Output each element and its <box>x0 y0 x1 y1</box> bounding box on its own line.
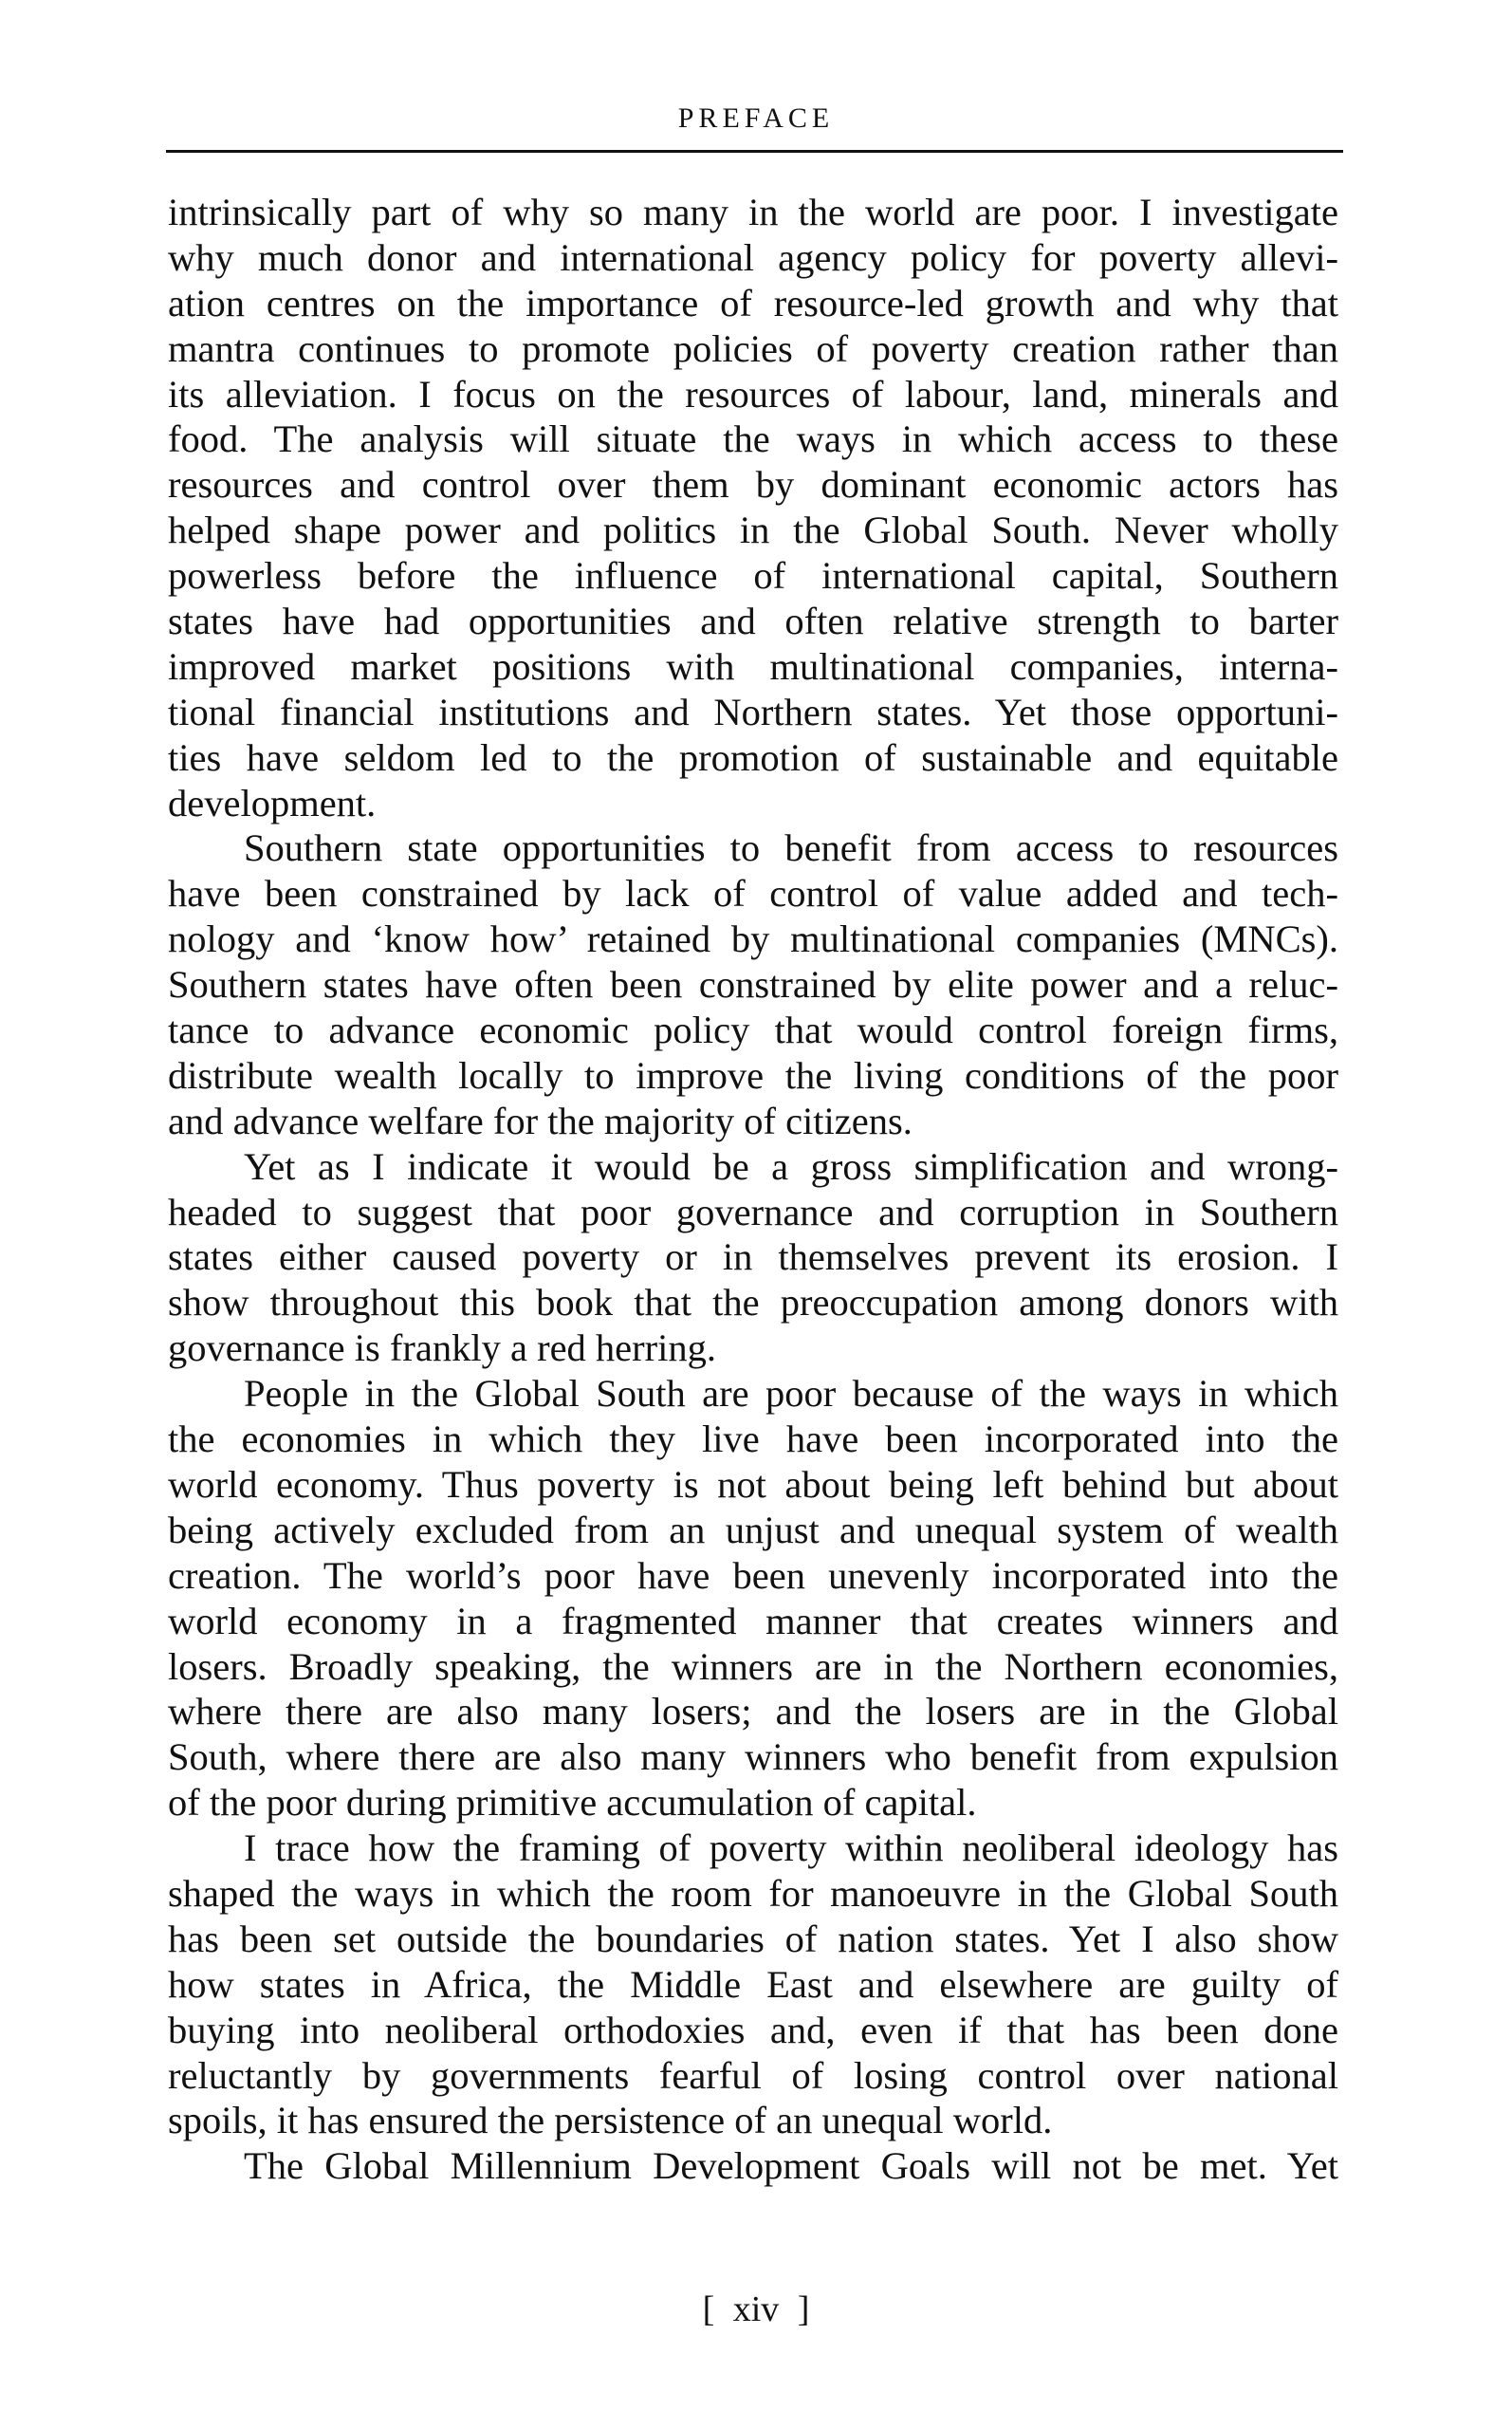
text-line: distribute wealth locally to improve the living conditions of the poor <box>168 1053 1338 1097</box>
paragraph-4 <box>168 1371 1338 1825</box>
text-line: the economies in which they live have been incorporated into the <box>168 1418 1338 1461</box>
text-line: where there are also many losers; and the losers are in the Global <box>168 1690 1338 1733</box>
text-line: buying into neoliberal orthodoxies and, even if that has been done <box>168 2008 1338 2051</box>
text-line: states either caused poverty or in themselves prevent its erosion. I <box>168 1235 1338 1279</box>
text-line: states have had opportunities and often relative strength to barter <box>168 600 1338 643</box>
header-rule <box>166 150 1343 153</box>
text-line: intrinsically part of why so many in the world are poor. I investigate <box>168 191 1338 233</box>
text-line: show throughout this book that the preoccupation among donors with <box>168 1281 1338 1325</box>
text-line: its alleviation. I focus on the resources of labour, land, minerals and <box>168 372 1338 416</box>
body-text <box>168 190 1338 2189</box>
paragraph-5 <box>168 1825 1338 2143</box>
text-line: being actively excluded from an unjust and unequal system of wealth <box>168 1508 1338 1551</box>
text-line: resources and control over them by dominant economic actors has <box>168 463 1338 507</box>
text-line: why much donor and international agency policy for poverty allevi- <box>168 235 1338 279</box>
text-line: world economy in a fragmented manner that creates winners and <box>168 1599 1338 1642</box>
paragraph-2 <box>168 825 1338 1143</box>
text-line: mantra continues to promote policies of poverty creation rather than <box>168 326 1338 370</box>
text-line: powerless before the influence of international capital, Southern <box>168 554 1338 598</box>
text-line: of the poor during primitive accumulation of capital. <box>168 1781 977 1825</box>
text-line: tance to advance economic policy that would control foreign firms, <box>168 1009 1338 1052</box>
text-line: how states in Africa, the Middle East and elsewhere are guilty of <box>168 1962 1338 2006</box>
text-line: have been constrained by lack of control of value added and tech- <box>168 872 1338 916</box>
text-line: Yet as I indicate it would be a gross simplification and wrong- <box>244 1144 1338 1188</box>
text-line: development. <box>168 781 377 825</box>
paragraph-6 <box>168 2143 1338 2189</box>
text-line: helped shape power and politics in the Global South. Never wholly <box>168 509 1338 552</box>
text-line: South, where there are also many winners who benefit from expulsion <box>168 1735 1338 1779</box>
text-line: world economy. Thus poverty is not about being left behind but about <box>168 1462 1338 1506</box>
paragraph-1 <box>168 190 1338 825</box>
text-line: ation centres on the importance of resource-led growth and why that <box>168 281 1338 324</box>
running-head: PREFACE <box>677 102 835 134</box>
text-line: reluctantly by governments fearful of losing control over national <box>168 2053 1338 2097</box>
text-line: food. The analysis will situate the ways in which access to these <box>168 417 1338 461</box>
text-line: shaped the ways in which the room for manoeuvre in the Global South <box>168 1871 1338 1915</box>
text-line: nology and ‘know how’ retained by multinational companies (MNCs). <box>168 917 1338 961</box>
page-number: [ xiv ] <box>702 2289 810 2329</box>
text-line: governance is frankly a red herring. <box>168 1326 716 1370</box>
paragraph-3 <box>168 1144 1338 1371</box>
text-line: and advance welfare for the majority of citizens. <box>168 1099 913 1142</box>
text-line: tional financial institutions and Northern states. Yet those opportuni- <box>168 690 1338 733</box>
text-line: headed to suggest that poor governance and corruption in Southern <box>168 1190 1338 1233</box>
text-line: People in the Global South are poor because of the ways in which <box>244 1372 1338 1416</box>
text-line: ties have seldom led to the promotion of sustainable and equitable <box>168 735 1338 779</box>
text-line: has been set outside the boundaries of nation states. Yet I also show <box>168 1917 1338 1960</box>
text-line: I trace how the framing of poverty within neoliberal ideology has <box>244 1826 1338 1870</box>
text-line: spoils, it has ensured the persistence of an unequal world. <box>168 2099 1053 2142</box>
text-line: The Global Millennium Development Goals will not be met. Yet <box>244 2144 1338 2188</box>
text-line: creation. The world’s poor have been unevenly incorporated into the <box>168 1553 1338 1597</box>
text-line: improved market positions with multinational companies, interna- <box>168 644 1338 688</box>
text-line: Southern states have often been constrained by elite power and a reluc- <box>168 963 1338 1007</box>
text-line: Southern state opportunities to benefit from access to resources <box>244 826 1338 870</box>
text-line: losers. Broadly speaking, the winners are in the Northern economies, <box>168 1644 1338 1688</box>
